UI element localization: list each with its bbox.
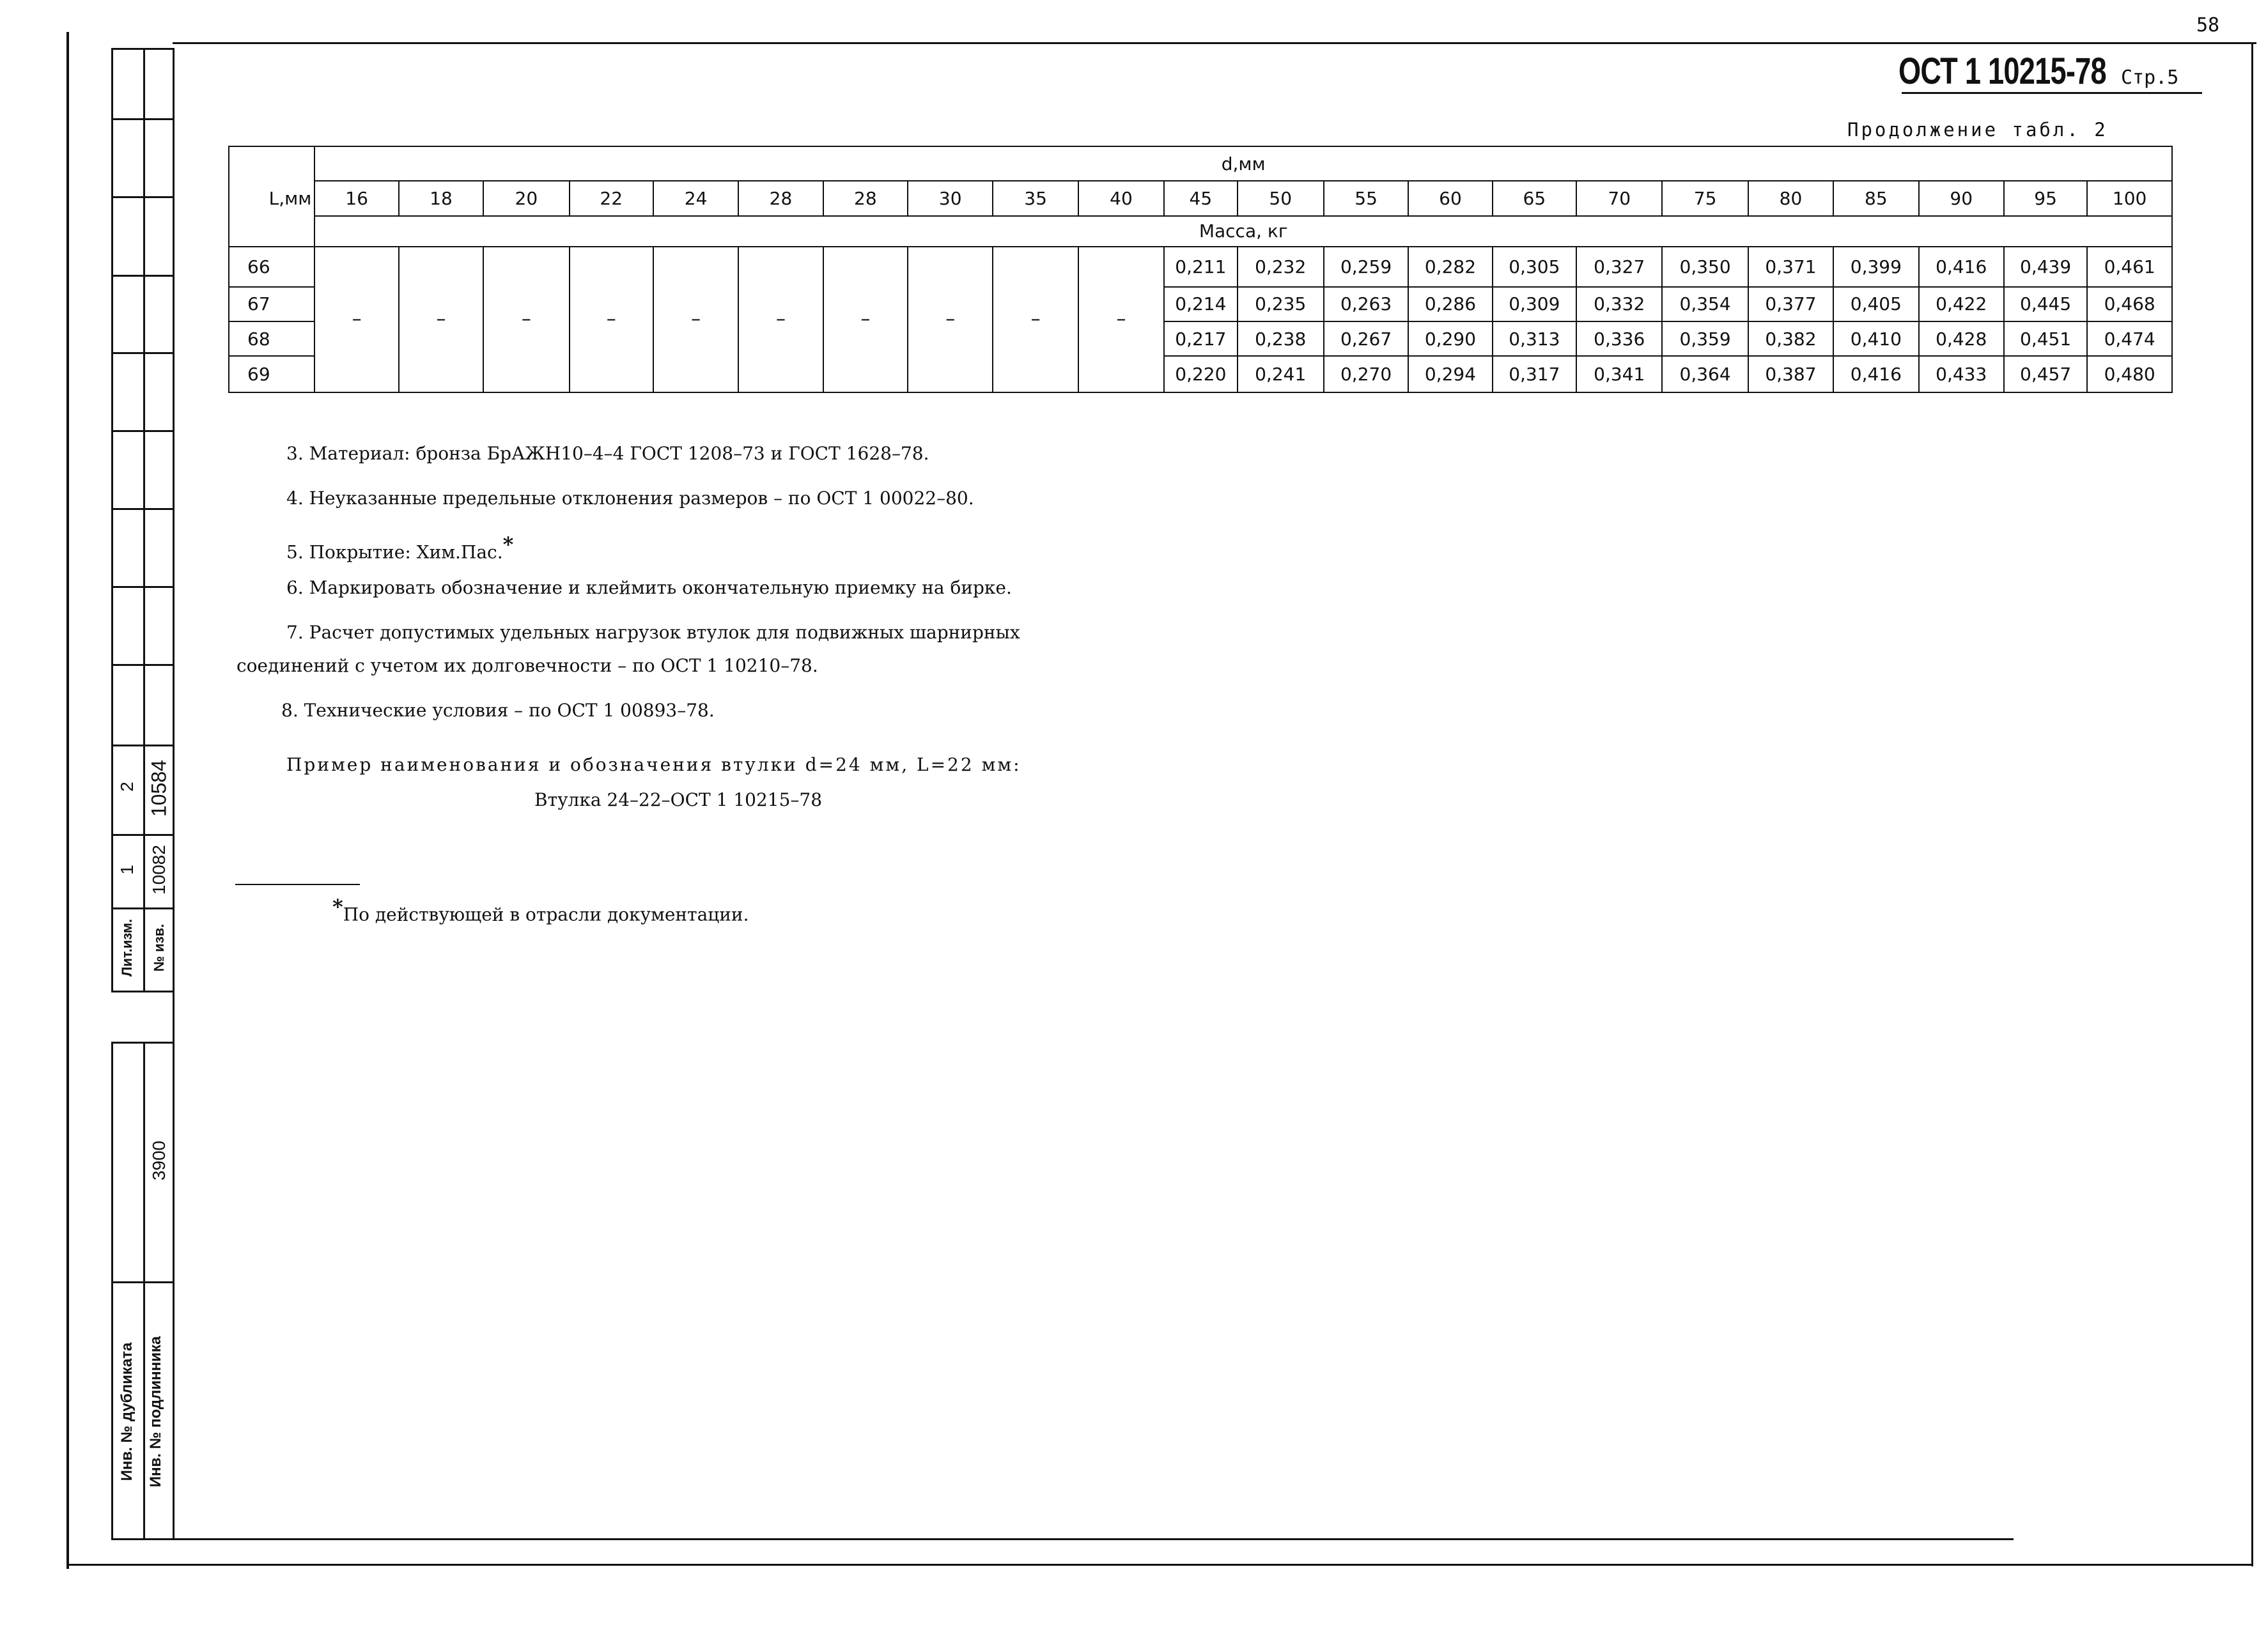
mass-cell: 0,354 <box>1662 287 1748 321</box>
header-underline <box>1902 92 2202 94</box>
dash-cell: – <box>908 247 993 392</box>
mass-cell: 0,294 <box>1408 356 1492 392</box>
dash-cell: – <box>738 247 823 392</box>
mass-cell: 0,468 <box>2087 287 2172 321</box>
note-tolerances: 4. Неуказанные предельные отклонения размеров – по ОСТ 1 00022–80. <box>286 488 974 509</box>
diameter-cell: 45 <box>1164 181 1237 215</box>
mass-cell: 0,267 <box>1324 321 1408 356</box>
dash-cell: – <box>570 247 653 392</box>
mass-cell: 0,457 <box>2004 356 2087 392</box>
page-number: 58 <box>2196 14 2220 36</box>
diameter-cell: 85 <box>1833 181 1918 215</box>
stamp-lit-label: Лит.изм. <box>119 918 135 977</box>
diameter-cell: 16 <box>314 181 398 215</box>
note-coating <box>286 532 513 562</box>
mass-cell: 0,286 <box>1408 287 1492 321</box>
stamp-inv-dup-label: Инв. № дубликата <box>118 1342 136 1481</box>
mass-cell: 0,332 <box>1576 287 1662 321</box>
note-tech-conditions: 8. Технические условия – по ОСТ 1 00893–78. <box>281 700 715 721</box>
diameter-cell: 30 <box>908 181 993 215</box>
footnote-text: По действующей в отрасли документации. <box>343 904 749 925</box>
mass-cell: 0,259 <box>1324 247 1408 287</box>
mass-cell: 0,214 <box>1164 287 1237 321</box>
mass-cell: 0,416 <box>1919 247 2004 287</box>
example-value: Втулка 24–22–ОСТ 1 10215–78 <box>534 789 823 810</box>
mass-cell: 0,445 <box>2004 287 2087 321</box>
mass-cell: 0,282 <box>1408 247 1492 287</box>
stamp-inv-orig-value: 3900 <box>149 1140 169 1181</box>
mass-cell: 0,305 <box>1493 247 1576 287</box>
mass-cell: 0,382 <box>1748 321 1833 356</box>
stamp-lit-1: 1 <box>117 865 137 875</box>
stamp-doc-1: 10082 <box>149 845 169 895</box>
diameter-cell: 22 <box>570 181 653 215</box>
note-load-calc-line1: 7. Расчет допустимых удельных нагрузок втулок для подвижных шарнирных <box>286 622 1020 643</box>
dash-cell: – <box>993 247 1078 392</box>
side-stamp <box>111 48 174 1540</box>
mass-cell: 0,359 <box>1662 321 1748 356</box>
mass-cell: 0,474 <box>2087 321 2172 356</box>
footnote <box>332 895 749 925</box>
mass-cell: 0,410 <box>1833 321 1918 356</box>
diameter-cell: 90 <box>1919 181 2004 215</box>
dash-cell: – <box>823 247 908 392</box>
mass-cell: 0,433 <box>1919 356 2004 392</box>
mass-cell: 0,217 <box>1164 321 1237 356</box>
stamp-doc-2: 10584 <box>147 760 171 817</box>
mass-cell: 0,439 <box>2004 247 2087 287</box>
mass-cell: 0,309 <box>1493 287 1576 321</box>
mass-cell: 0,238 <box>1238 321 1324 356</box>
mass-cell: 0,317 <box>1493 356 1576 392</box>
note-material: 3. Материал: бронза БрАЖН10–4–4 ГОСТ 1208–73 и ГОСТ 1628–78. <box>286 443 929 464</box>
row-length: 66 <box>229 247 314 287</box>
mass-cell: 0,211 <box>1164 247 1237 287</box>
mass-cell: 0,241 <box>1238 356 1324 392</box>
mass-cell: 0,341 <box>1576 356 1662 392</box>
mass-cell: 0,336 <box>1576 321 1662 356</box>
mass-cell: 0,313 <box>1493 321 1576 356</box>
diameter-cell: 80 <box>1748 181 1833 215</box>
dash-cell: – <box>483 247 569 392</box>
diameter-cell: 28 <box>738 181 823 215</box>
diameter-cell: 20 <box>483 181 569 215</box>
row-length: 69 <box>229 356 314 392</box>
mass-cell: 0,480 <box>2087 356 2172 392</box>
frame-bottom-outer <box>66 1564 2253 1566</box>
dash-cell: – <box>1078 247 1164 392</box>
diameter-cell: 24 <box>653 181 738 215</box>
mass-table <box>228 146 2173 393</box>
diameter-cell: 40 <box>1078 181 1164 215</box>
example-title: Пример наименования и обозначения втулки d=24 мм, L=22 мм: <box>286 754 1021 775</box>
diameter-cell: 95 <box>2004 181 2087 215</box>
mass-cell: 0,270 <box>1324 356 1408 392</box>
l-header-top <box>229 146 314 181</box>
page-label: Стр.5 <box>2121 66 2179 89</box>
diameter-cell: 75 <box>1662 181 1748 215</box>
table-continuation-label: Продолжение табл. 2 <box>1847 119 2108 141</box>
mass-cell: 0,377 <box>1748 287 1833 321</box>
d-header: d,мм <box>314 146 2172 181</box>
diameter-cell: 50 <box>1238 181 1324 215</box>
note-coating-mark: * <box>502 532 514 557</box>
mass-cell: 0,405 <box>1833 287 1918 321</box>
mass-cell: 0,350 <box>1662 247 1748 287</box>
mass-cell: 0,364 <box>1662 356 1748 392</box>
mass-cell: 0,399 <box>1833 247 1918 287</box>
frame-top <box>173 42 2256 44</box>
mass-cell: 0,422 <box>1919 287 2004 321</box>
dash-cell: – <box>314 247 398 392</box>
frame-left-outer <box>66 32 69 1569</box>
footnote-rule <box>235 884 360 885</box>
stamp-doc-label: № изв. <box>151 923 167 972</box>
l-header-bottom <box>229 216 314 247</box>
stamp-inv-orig-label: Инв. № подлинника <box>147 1336 164 1488</box>
mass-cell: 0,290 <box>1408 321 1492 356</box>
note-coating-text: 5. Покрытие: Хим.Пас. <box>286 541 503 563</box>
diameter-cell: 18 <box>399 181 483 215</box>
mass-cell: 0,263 <box>1324 287 1408 321</box>
diameter-cell: 55 <box>1324 181 1408 215</box>
mass-cell: 0,235 <box>1238 287 1324 321</box>
row-length: 68 <box>229 321 314 356</box>
note-marking: 6. Маркировать обозначение и клеймить окончательную приемку на бирке. <box>286 577 1012 598</box>
mass-cell: 0,428 <box>1919 321 2004 356</box>
standard-code: ОСТ 1 10215-78 <box>1898 50 2106 92</box>
mass-cell: 0,451 <box>2004 321 2087 356</box>
frame-bottom-inner <box>173 1538 2014 1540</box>
frame-right <box>2251 42 2253 1566</box>
diameter-cell: 100 <box>2087 181 2172 215</box>
diameter-cell: 70 <box>1576 181 1662 215</box>
l-header: L,мм <box>229 181 314 215</box>
mass-cell: 0,327 <box>1576 247 1662 287</box>
row-length: 67 <box>229 287 314 321</box>
stamp-lit-2: 2 <box>117 782 137 792</box>
dash-cell: – <box>399 247 483 392</box>
diameter-cell: 60 <box>1408 181 1492 215</box>
dash-cell: – <box>653 247 738 392</box>
diameter-cell: 65 <box>1493 181 1576 215</box>
mass-cell: 0,232 <box>1238 247 1324 287</box>
mass-cell: 0,371 <box>1748 247 1833 287</box>
diameter-cell: 35 <box>993 181 1078 215</box>
diameter-cell: 28 <box>823 181 908 215</box>
mass-label: Масса, кг <box>314 216 2172 247</box>
mass-cell: 0,220 <box>1164 356 1237 392</box>
note-load-calc-line2: соединений с учетом их долговечности – по ОСТ 1 10210–78. <box>237 655 818 676</box>
footnote-mark: * <box>332 895 343 919</box>
mass-cell: 0,387 <box>1748 356 1833 392</box>
mass-cell: 0,461 <box>2087 247 2172 287</box>
mass-cell: 0,416 <box>1833 356 1918 392</box>
